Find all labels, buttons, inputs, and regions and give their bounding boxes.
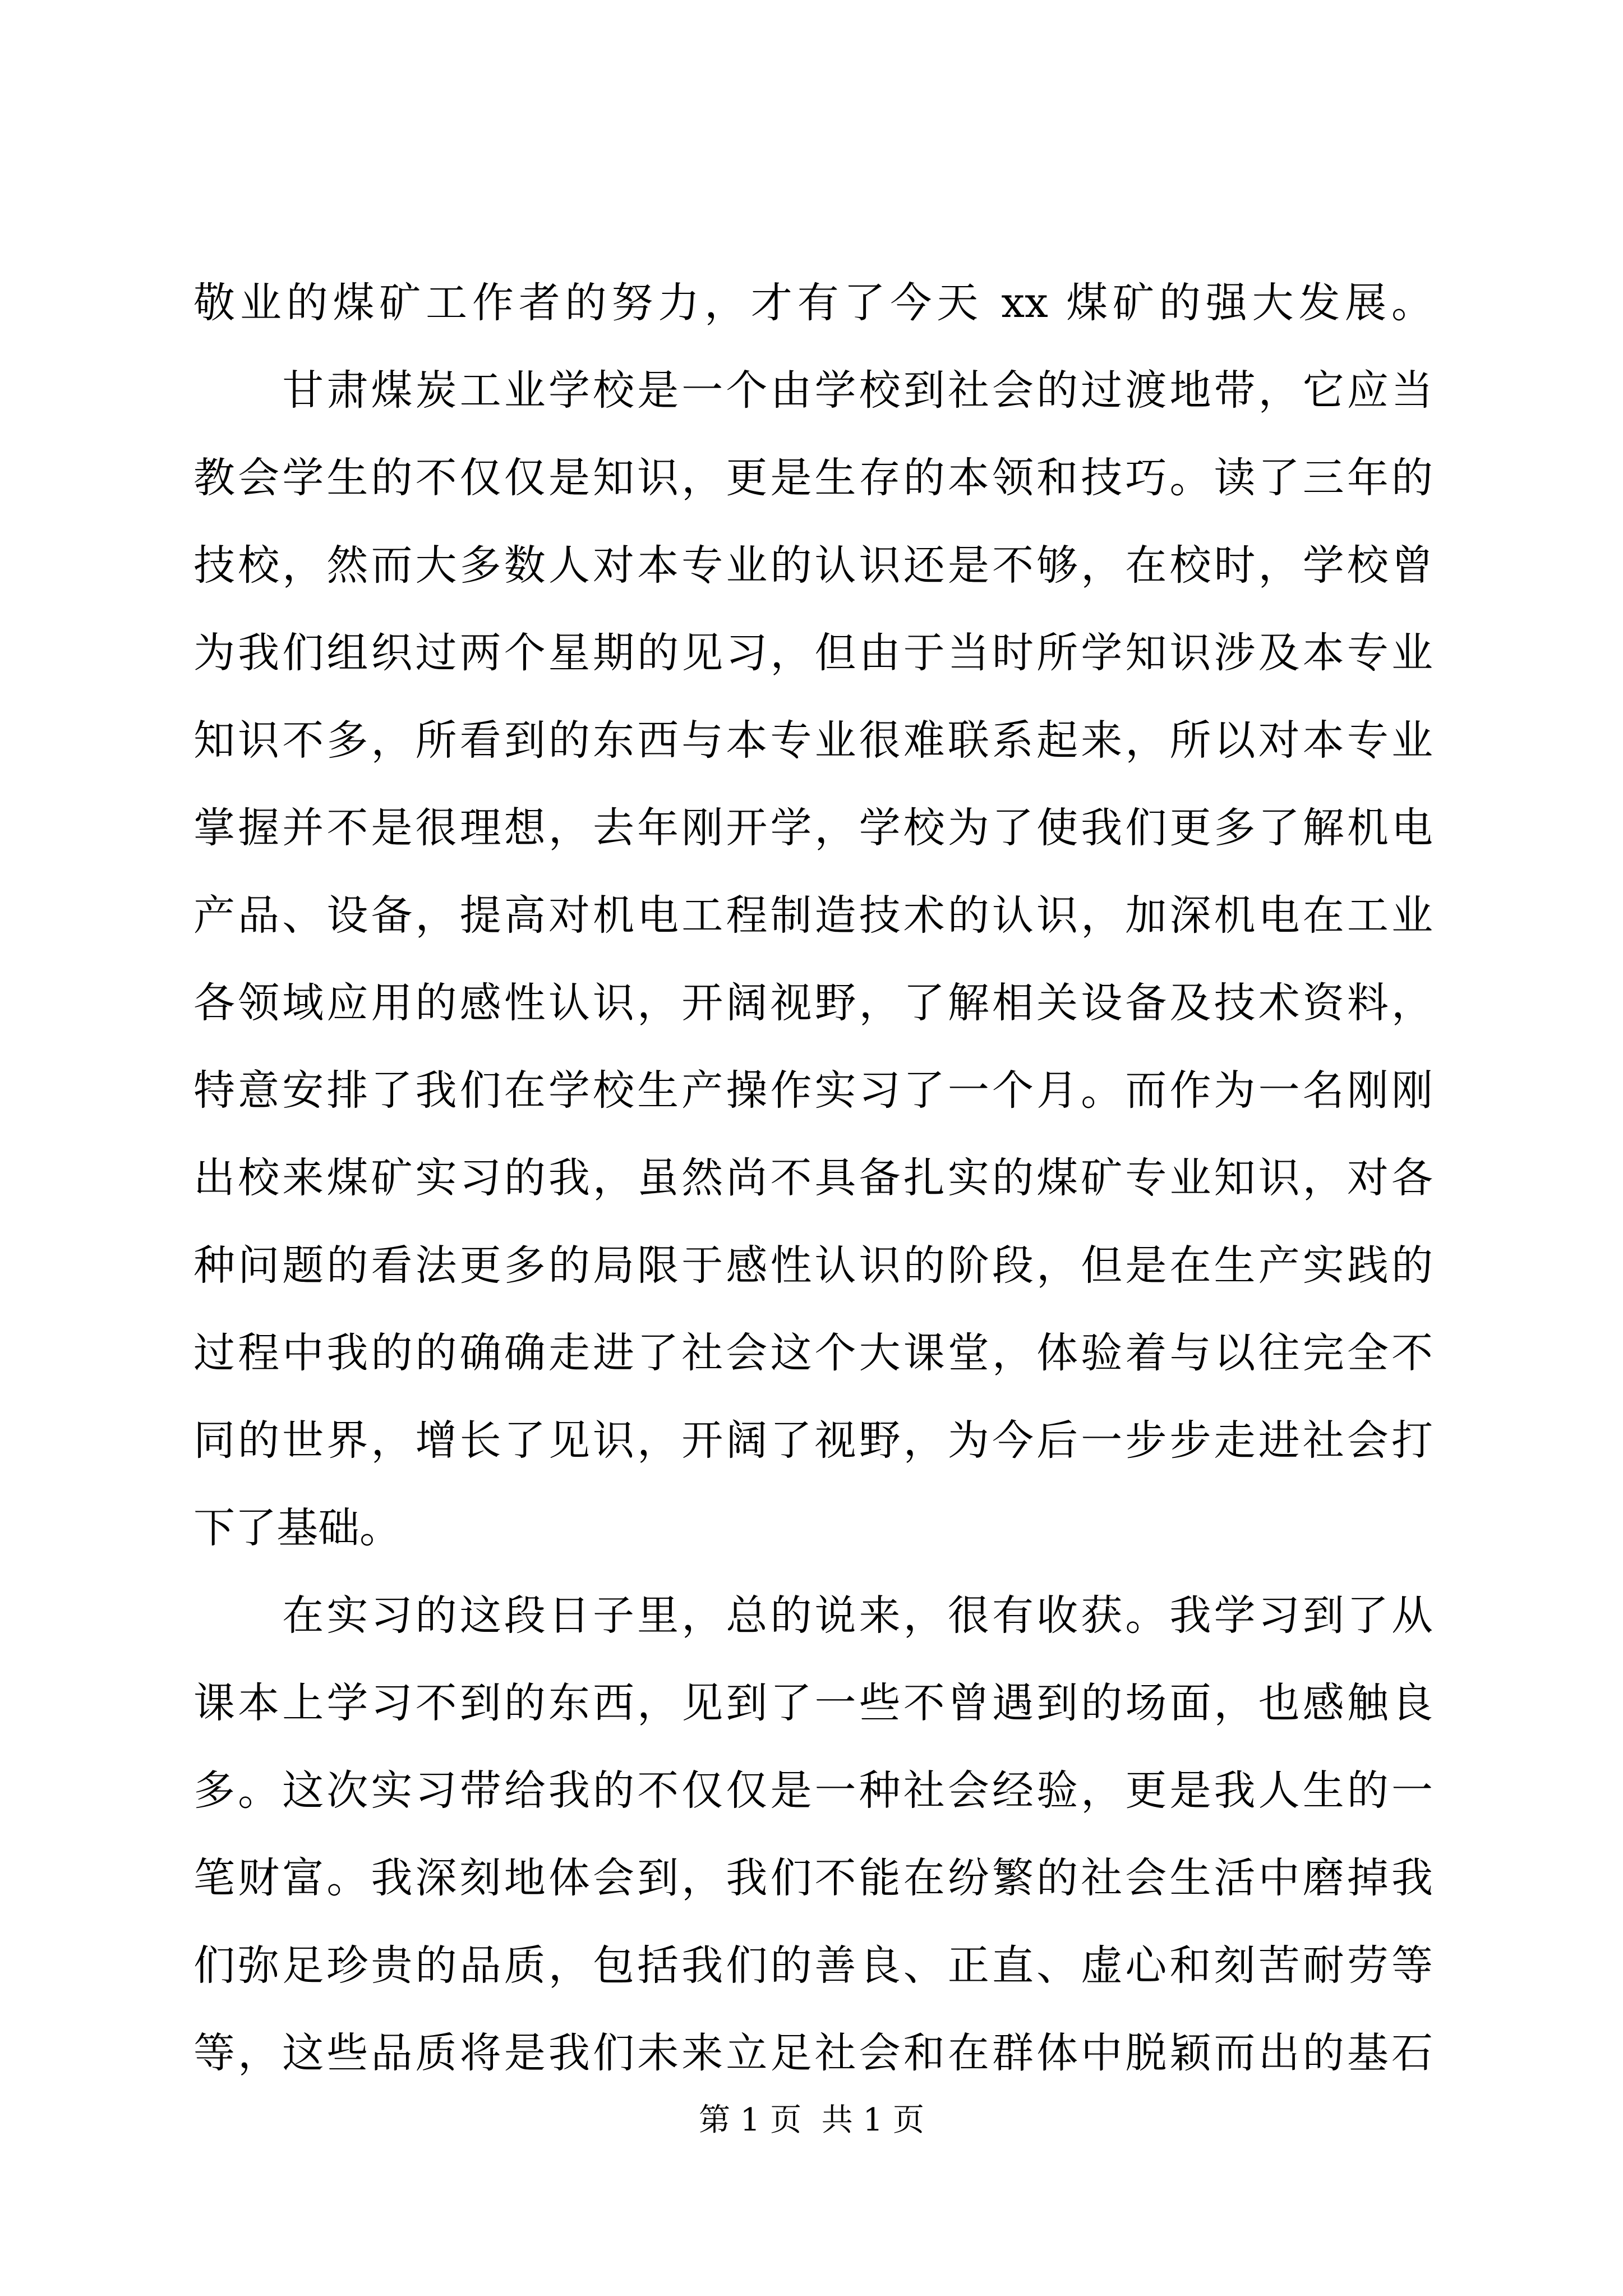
text-line: 各领域应用的感性认识，开阔视野，了解相关设备及技术资料， (193, 979, 1433, 1027)
text-line: 过程中我的的确确走进了社会这个大课堂，体验着与以往完全不 (193, 1329, 1433, 1377)
text-line: 多。这次实习带给我的不仅仅是一种社会经验，更是我人生的一 (193, 1766, 1433, 1815)
text-line: 课本上学习不到的东西，见到了一些不曾遇到的场面，也感触良 (193, 1679, 1433, 1727)
text-line: 技校，然而大多数人对本专业的认识还是不够，在校时，学校曾 (193, 541, 1433, 590)
body-text (193, 259, 1433, 2097)
text-line: 甘肃煤炭工业学校是一个由学校到社会的过渡地带，它应当 (193, 366, 1433, 415)
text-line: 同的世界，增长了见识，开阔了视野，为今后一步步走进社会打 (193, 1416, 1433, 1465)
text-line: 们弥足珍贵的品质，包括我们的善良、正直、虚心和刻苦耐劳等 (193, 1941, 1433, 1990)
text-line: 产品、设备，提高对机电工程制造技术的认识，加深机电在工业 (193, 891, 1433, 940)
text-line: 为我们组织过两个星期的见习，但由于当时所学知识涉及本专业 (193, 629, 1433, 677)
text-line: 笔财富。我深刻地体会到，我们不能在纷繁的社会生活中磨掉我 (193, 1854, 1433, 1902)
text-line: 出校来煤矿实习的我，虽然尚不具备扎实的煤矿专业知识，对各 (193, 1154, 1433, 1202)
text-line: 在实习的这段日子里，总的说来，很有收获。我学习到了从 (193, 1591, 1433, 1640)
text-line: 等，这些品质将是我们未来立足社会和在群体中脱颖而出的基石 (193, 2029, 1433, 2077)
text-line: 教会学生的不仅仅是知识，更是生存的本领和技巧。读了三年的 (193, 454, 1433, 502)
text-line: 知识不多，所看到的东西与本专业很难联系起来，所以对本专业 (193, 716, 1433, 765)
page-footer: 第 1 页 共 1 页 (698, 2102, 925, 2138)
text-line: 下了基础。 (193, 1504, 401, 1552)
text-line: 特意安排了我们在学校生产操作实习了一个月。而作为一名刚刚 (193, 1066, 1433, 1115)
text-line: 掌握并不是很理想，去年刚开学，学校为了使我们更多了解机电 (193, 804, 1433, 852)
text-line: 种问题的看法更多的局限于感性认识的阶段，但是在生产实践的 (193, 1241, 1433, 1290)
text-line: 敬业的煤矿工作者的努力，才有了今天 xx 煤矿的强大发展。 (193, 279, 1433, 327)
